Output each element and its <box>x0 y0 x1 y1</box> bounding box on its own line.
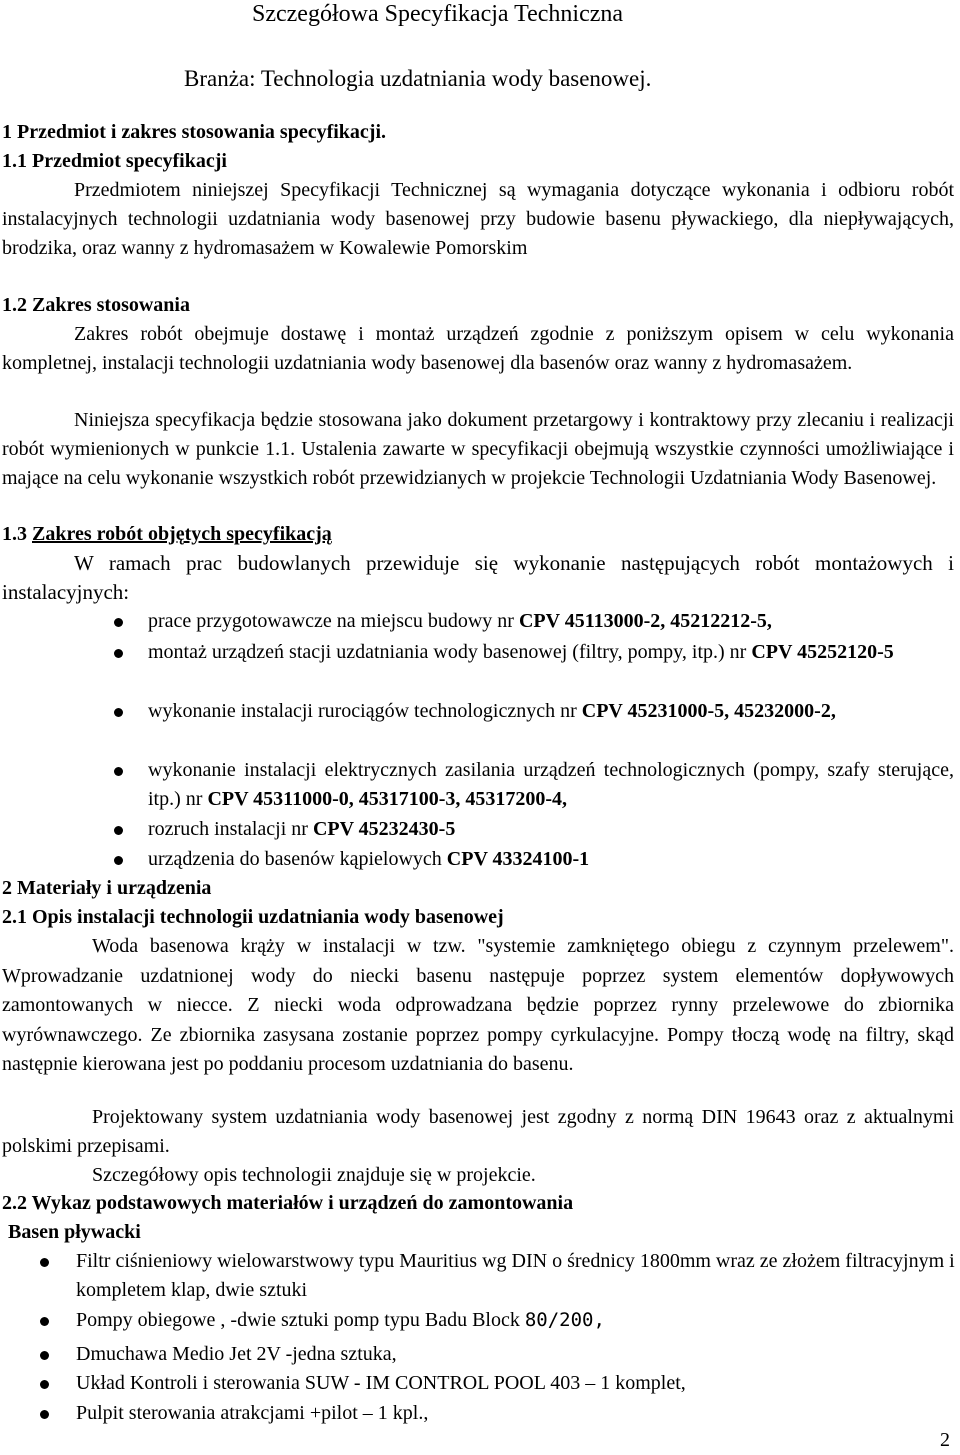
section-heading-2-2: 2.2 Wykaz podstawowych materiałów i urządzeń do zamontowania <box>2 1192 574 1214</box>
paragraph-2-1-b: Projektowany system uzdatniania wody basenowej jest zgodny z normą DIN 19643 oraz z aktualnymi polskimi przepisami. <box>2 1106 954 1157</box>
materials-item: Pompy obiegowe , -dwie sztuki pomp typu Badu Block 80/200, <box>76 1309 605 1331</box>
page-number: 2 <box>940 1429 950 1451</box>
section-heading-2-1: 2.1 Opis instalacji technologii uzdatniania wody basenowej <box>2 906 504 928</box>
works-item: montaż urządzeń stacji uzdatniania wody basenowej (filtry, pompy, itp.) nr CPV 45252120-5 <box>148 641 894 663</box>
paragraph-1-1: Przedmiotem niniejszej Specyfikacji Technicznej są wymagania dotyczące wykonania i odbioru robót instalacyjnych technologii uzdatniania wody basenowej przy budowie basenu pływackiego, dla niepływających, brodzika, oraz wanny z hydromasażem w Kowalewie Pomorskim <box>2 179 954 259</box>
section-heading-1-3: 1.3 Zakres robót objętych specyfikacją <box>2 523 332 545</box>
section-heading-1: 1 Przedmiot i zakres stosowania specyfikacji. <box>2 121 387 143</box>
works-item: wykonanie instalacji elektrycznych zasilania urządzeń technologicznych (pompy, szafy sterujące, itp.) nr CPV 45311000-0, 45317100-3, 45317200-4, <box>148 759 954 810</box>
section-heading-2: 2 Materiały i urządzenia <box>2 877 212 899</box>
bullet-icon <box>114 708 123 717</box>
paragraph-2-1-a: Woda basenowa krąży w instalacji w tzw. "systemie zamkniętego obiegu z czynnym przelewem". Wprowadzanie uzdatnionej wody do niecki basenu następuje poprzez system elementów dopływowych zamontowanych w niecce. Z niecki woda odprowadzana będzie poprzez rynny przelewowe do zbiornika wyrównawczego. Ze zbiornika zasysana zostanie poprzez pompy cyrkulacyjne. Pompy tłoczą wodę na filtry, skąd następnie kierowana jest po poddaniu procesom uzdatniania do basenu. <box>2 935 954 1075</box>
paragraph-1-2-b: Niniejsza specyfikacja będzie stosowana jako dokument przetargowy i kontraktowy przy zlecaniu i realizacji robót wymienionych w punkcie 1.1. Ustalenia zawarte w specyfikacji obejmują wszystkie czynności umożliwiające i mające na celu wykonanie wszystkich robót przewidzianych w projekcie Technologii Uzdatniania Wody Basenowej. <box>2 409 954 489</box>
paragraph-1-3-intro: W ramach prac budowlanych przewiduje się wykonanie następujących robót montażowych i instalacyjnych: <box>2 551 954 604</box>
materials-item: Filtr ciśnieniowy wielowarstwowy typu Mauritius wg DIN o średnicy 1800mm wraz ze złożem filtracyjnym i kompletem klap, dwie sztuki <box>76 1250 955 1301</box>
bullet-icon <box>114 767 123 776</box>
works-item: rozruch instalacji nr CPV 45232430-5 <box>148 818 456 840</box>
bullet-icon <box>40 1410 49 1419</box>
bullet-icon <box>114 826 123 835</box>
section-heading-1-1: 1.1 Przedmiot specyfikacji <box>2 150 227 172</box>
bullet-icon <box>114 856 123 865</box>
bullet-icon <box>40 1351 49 1360</box>
bullet-icon <box>114 618 123 627</box>
document-title: Szczegółowa Specyfikacja Techniczna <box>252 1 624 27</box>
materials-item: Pulpit sterowania atrakcjami +pilot – 1 kpl., <box>76 1402 429 1424</box>
works-item: urządzenia do basenów kąpielowych CPV 43324100-1 <box>148 848 590 870</box>
works-item: wykonanie instalacji rurociągów technologicznych nr CPV 45231000-5, 45232000-2, <box>148 700 836 722</box>
section-heading-1-2: 1.2 Zakres stosowania <box>2 294 190 316</box>
works-item: prace przygotowawcze na miejscu budowy nr CPV 45113000-2, 45212212-5, <box>148 610 772 632</box>
bullet-icon <box>40 1258 49 1267</box>
paragraph-1-2-a: Zakres robót obejmuje dostawę i montaż urządzeń zgodnie z poniższym opisem w celu wykonania kompletnej, instalacji technologii uzdatniania wody basenowej dla basenów oraz wanny z hydromasażem. <box>2 323 954 374</box>
bullet-icon <box>114 649 123 658</box>
materials-item: Układ Kontroli i sterowania SUW - IM CONTROL POOL 403 – 1 komplet, <box>76 1372 686 1394</box>
materials-item: Dmuchawa Medio Jet 2V -jedna sztuka, <box>76 1343 397 1365</box>
bullet-icon <box>40 1380 49 1389</box>
document-subtitle: Branża: Technologia uzdatniania wody basenowej. <box>184 66 652 91</box>
bullet-icon <box>40 1317 49 1326</box>
subheading-basen-plywacki: Basen pływacki <box>8 1221 141 1243</box>
paragraph-2-1-c: Szczegółowy opis technologii znajduje się w projekcie. <box>92 1164 536 1186</box>
